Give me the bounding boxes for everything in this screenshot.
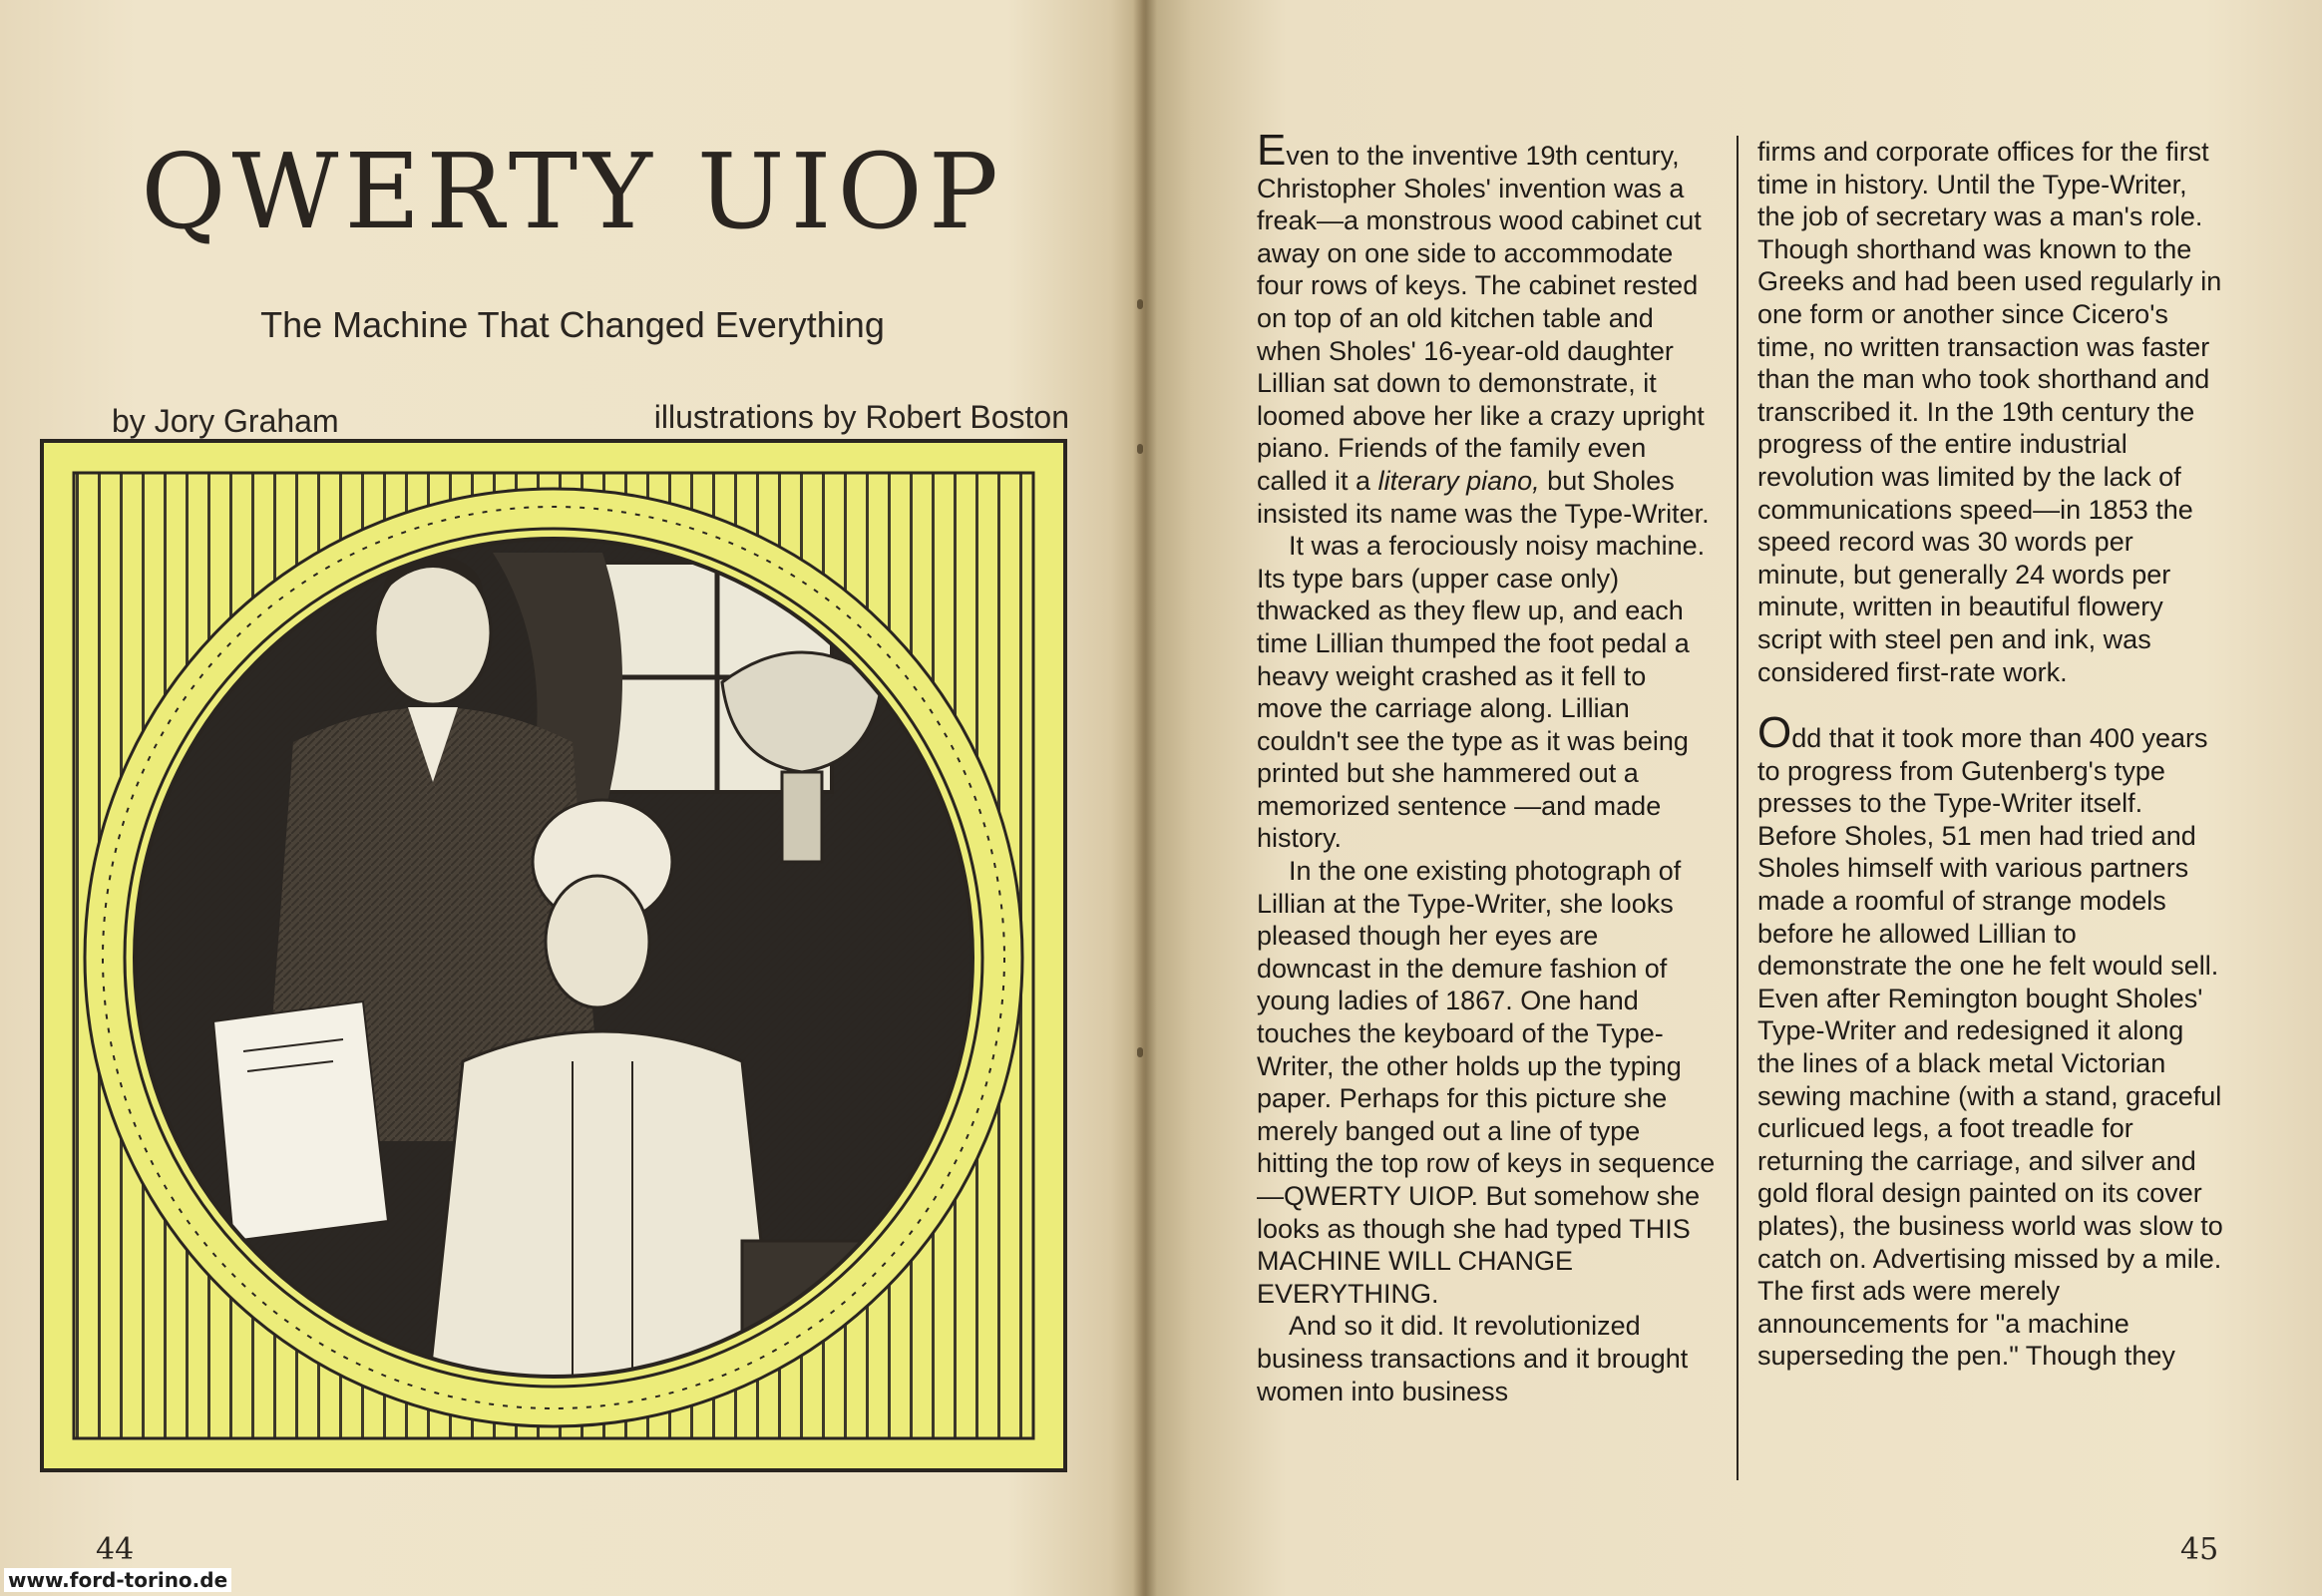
column-rule (1737, 136, 1739, 1480)
article-subtitle: The Machine That Changed Everything (260, 304, 885, 345)
drop-cap-e: E (1257, 126, 1287, 175)
article-title: QWERTY UIOP (141, 131, 1004, 252)
paragraph-4: And so it did. It revolutionized business transactions and it brought women into business (1257, 1311, 1689, 1406)
section-break (1757, 688, 2226, 718)
gutter-shadow (1133, 0, 1157, 1596)
paragraph-2: It was a ferociously noisy machine. Its type bars (upper case only) thwacked as they flew up, and each time Lillian thumped the foot pedal a heavy weight crashed as it fell to move the carriage along. Lillian couldn't see the type as it was being printed but she hammered out a memorized sentence —and made history. (1257, 531, 1706, 854)
drop-cap-o: O (1757, 708, 1792, 758)
page-number-right: 45 (2180, 1532, 2219, 1567)
article-column-1 (1257, 126, 1716, 1407)
watermark: www.ford-torino.de (4, 1568, 231, 1592)
italic-phrase: literary piano, (1377, 465, 1540, 496)
paragraph-6 (1757, 708, 2226, 1373)
paragraph-1 (1257, 126, 1716, 530)
illustration (40, 439, 1067, 1472)
left-page (0, 0, 1145, 1596)
paragraph-1-text: ven to the inventive 19th century, Christopher Sholes' invention was a freak—a monstrous wood cabinet cut away on one side to accommodate four rows of keys. The cabinet rested on top of an old kitchen table and when Sholes' 16-year-old daughter Lillian sat down to demonstrate, it loomed above her like a crazy upright piano. Friends of the family even called it a (1257, 141, 1705, 496)
illustration-drawing (44, 443, 1063, 1468)
paragraph-1-end: but Sholes insisted its name was the Type-Writer. (1257, 465, 1710, 529)
paragraph-6-text: dd that it took more than 400 years to progress from Gutenberg's type presses to the Type-Writer itself. Before Sholes, 51 men had tried and Sholes himself with various partners made a roomful of strange models before he allowed Lillian to demonstrate the one he felt would sell. Even after Remington bought Sholes' Type-Writer and redesigned it along the lines of a black metal Victorian sewing machine (with a stand, graceful curlicued legs, a foot treadle for returning the carriage, and silver and gold floral design painted on its cover plates), the business world was slow to catch on. Advertising missed by a mile. The first ads were merely announcements for "a machine superseding the pen." Though they (1757, 723, 2223, 1372)
article-column-2 (1757, 136, 2226, 1373)
byline-author: by Jory Graham (112, 403, 339, 439)
page-number-left: 44 (96, 1532, 135, 1567)
paragraph-3: In the one existing photograph of Lillian at the Type-Writer, she looks pleased though her eyes are downcast in the demure fashion of young ladies of 1867. One hand touches the keyboard of the Type-Writer, the other holds up the typing paper. Perhaps for this picture she merely banged out a line of type hitting the top row of keys in sequence—QWERTY UIOP. But somehow she looks as though she had typed THIS MACHINE WILL CHANGE EVERYTHING. (1257, 856, 1716, 1309)
byline-illustrator: illustrations by Robert Boston (653, 399, 1069, 435)
paragraph-5: firms and corporate offices for the first time in history. Until the Type-Writer, the job of secretary was a man's role. Though shorthand was known to the Greeks and had been used regularly in one form or another since Cicero's time, no written transaction was faster than the man who took shorthand and transcribed it. In the 19th century the progress of the entire industrial revolution was limited by the lack of communications speed—in 1853 the speed record was 30 words per minute, but generally 24 words per minute, written in beautiful flowery script with steel pen and ink, was considered first-rate work. (1757, 137, 2222, 687)
